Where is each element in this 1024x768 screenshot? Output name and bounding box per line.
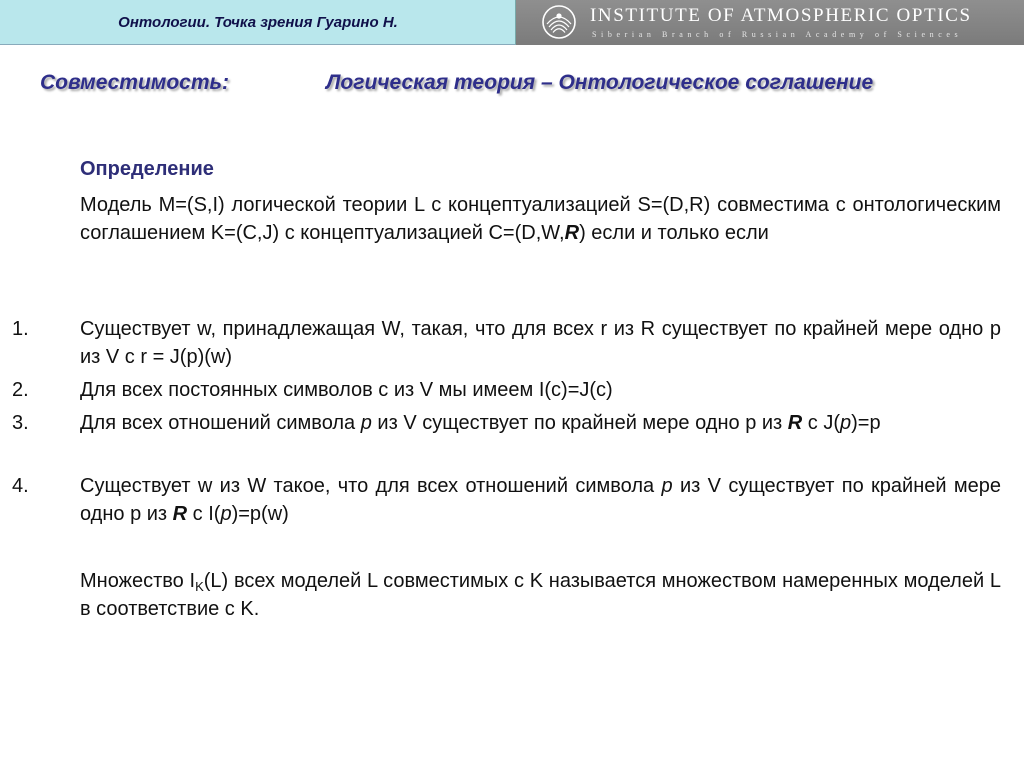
- item-number-3: 3.: [12, 412, 29, 434]
- conclusion-a: Множество I: [80, 570, 196, 592]
- item-4-text-a: Существует w из W такое, что для всех отношений символа: [80, 475, 662, 497]
- item-3-text-a: Для всех отношений символа: [80, 412, 361, 434]
- item-3-p-symbol-2: p: [840, 412, 852, 434]
- item-number-2: 2.: [12, 379, 29, 401]
- item-number-4: 4.: [12, 475, 29, 497]
- list-item-3: [80, 409, 1001, 437]
- definition-body: Модель M=(S,I) логической теории L с концептуализацией S=(D,R) совместима с онтологическим соглашением K=(C,J) с концептуализацией C=(D,W,: [80, 194, 1001, 244]
- header-title: Онтологии. Точка зрения Гуарино Н.: [118, 14, 398, 31]
- item-4-text-d: )=p(w): [231, 503, 289, 525]
- institute-logo-icon: [541, 4, 577, 40]
- item-4-p-symbol: p: [661, 475, 673, 497]
- definition-heading: Определение: [80, 158, 214, 180]
- conclusion-subscript: K: [195, 579, 204, 594]
- item-3-text-c: с J(: [802, 412, 841, 434]
- item-3-R: R: [787, 412, 803, 434]
- conclusion-b: (L) всех моделей L совместимых с K называется множеством намеренных моделей L в соответствие с K.: [80, 570, 1002, 620]
- definition-R: R: [564, 222, 580, 244]
- slide-title-right: Логическая теория – Онтологическое соглашение: [326, 71, 874, 94]
- item-3-text-d: )=p: [851, 412, 881, 434]
- item-4-text-b: из V существует по крайней мере одно p из: [80, 475, 1001, 525]
- slide-title: [0, 68, 1024, 100]
- institute-banner: [516, 0, 1024, 45]
- institute-name: INSTITUTE OF ATMOSPHERIC OPTICS: [590, 5, 972, 26]
- slide-title-left: Совместимость:: [40, 71, 229, 94]
- item-number-1: 1.: [12, 318, 29, 340]
- item-4-R: R: [172, 503, 188, 525]
- list-item-2: Для всех постоянных символов c из V мы имеем I(c)=J(c): [80, 379, 613, 401]
- definition-text: [80, 191, 1001, 247]
- item-4-p-symbol-2: p: [220, 503, 232, 525]
- item-3-p-symbol: p: [360, 412, 372, 434]
- item-3-text-b: из V существует по крайней мере одно p из: [371, 412, 788, 434]
- conclusion-text: [80, 567, 1001, 623]
- institute-subtitle: Siberian Branch of Russian Academy of Sciences: [592, 30, 963, 39]
- item-4-text-c: с I(: [187, 503, 221, 525]
- definition-end: ) если и только если: [579, 222, 769, 244]
- list-item-4: [80, 472, 1001, 528]
- list-item-1: Существует w, принадлежащая W, такая, что для всех r из R существует по крайней мере одно p из V с r = J(p)(w): [80, 318, 1001, 368]
